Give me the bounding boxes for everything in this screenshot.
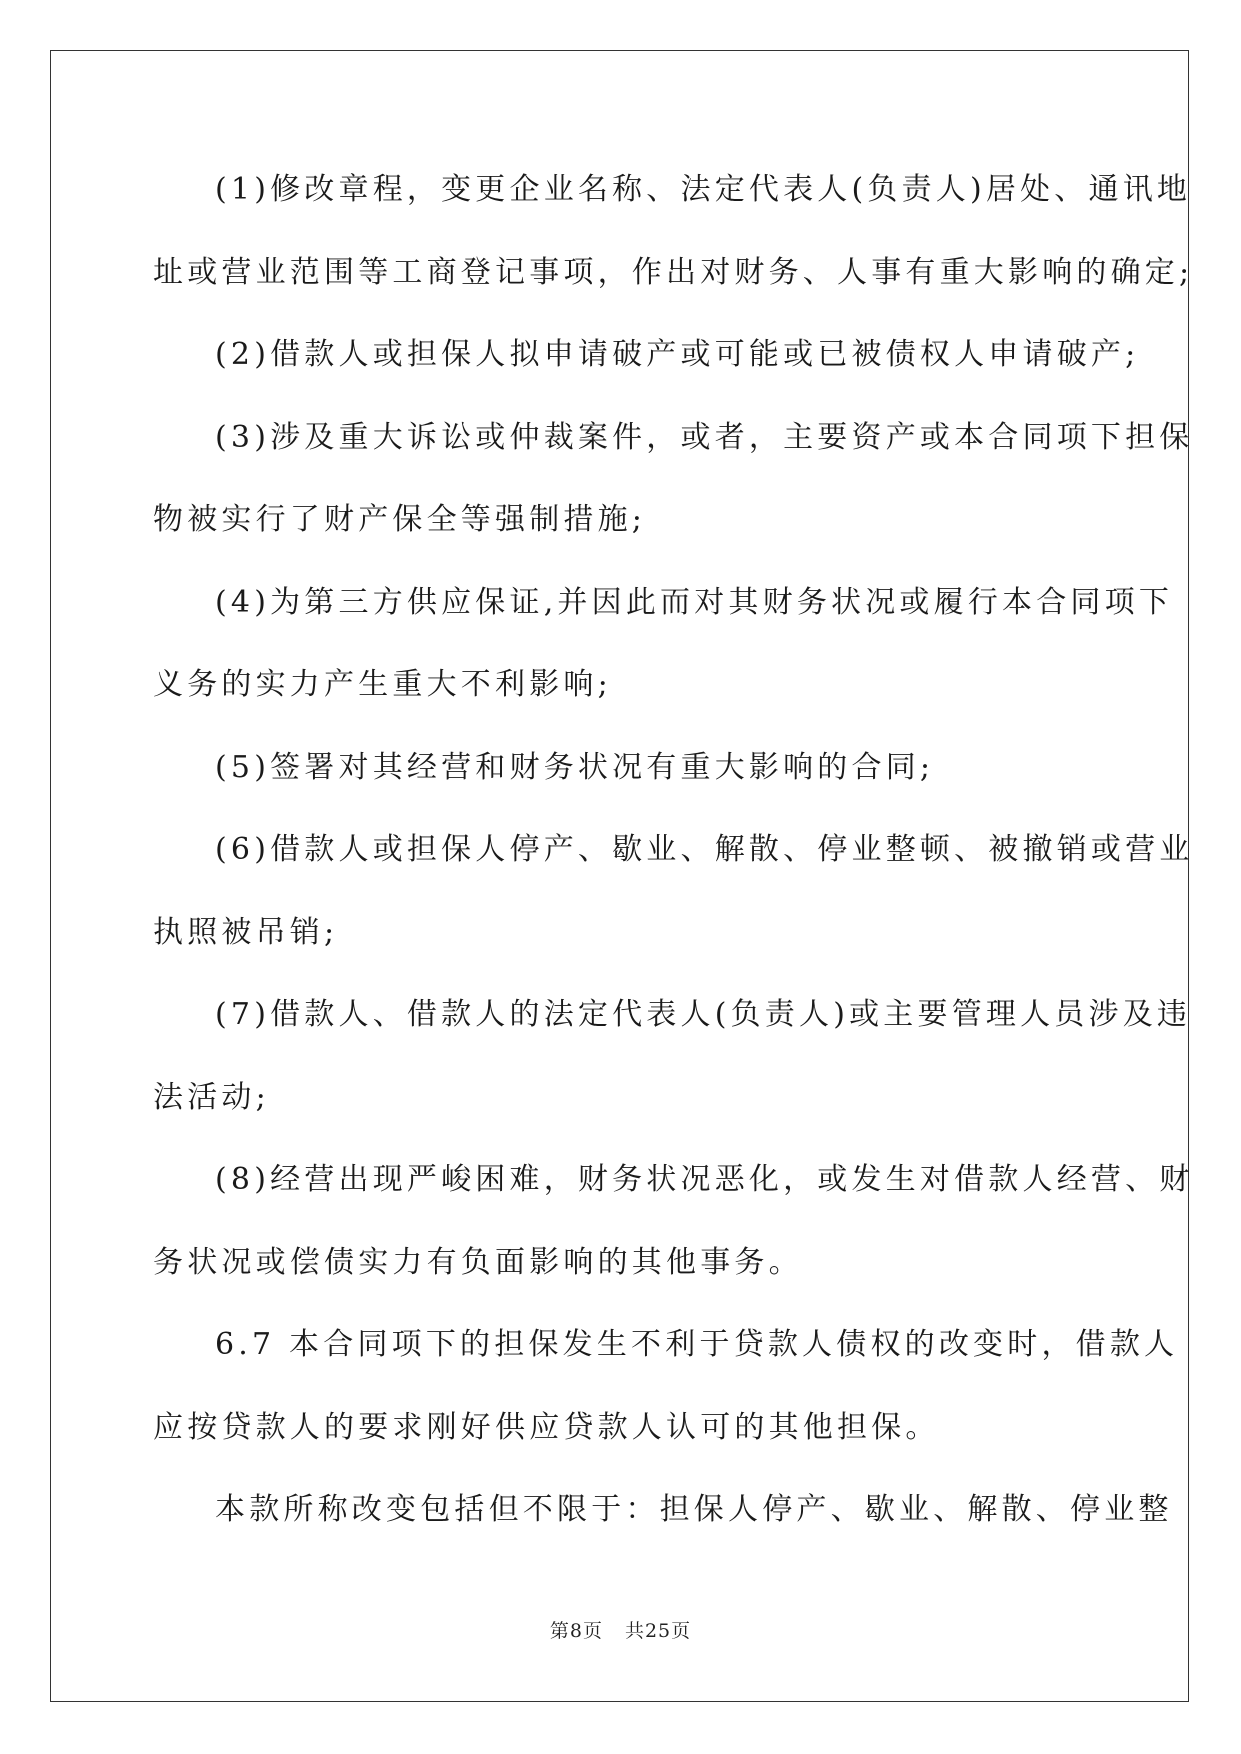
text-line: 应按贷款人的要求刚好供应贷款人认可的其他担保。 [153, 1409, 940, 1445]
text-line: (8)经营出现严峻困难，财务状况恶化，或发生对借款人经营、财 [215, 1162, 1194, 1197]
text-line: (6)借款人或担保人停产、歇业、解散、停业整顿、被撤销或营业 [215, 832, 1194, 867]
text-line: 址或营业范围等工商登记事项，作出对财务、人事有重大影响的确定; [153, 254, 1194, 290]
text-line: 义务的实力产生重大不利影响; [153, 667, 612, 702]
text-line: 本款所称改变包括但不限于：担保人停产、歇业、解散、停业整 [215, 1492, 1173, 1527]
document-body [153, 160, 1194, 1563]
text-line: (5)签署对其经营和财务状况有重大影响的合同; [215, 749, 935, 785]
page-footer [0, 1616, 1241, 1643]
text-line: 执照被吊销; [153, 914, 339, 950]
text-line: 务状况或偿债实力有负面影响的其他事务。 [153, 1244, 803, 1280]
text-line: 6.7 本合同项下的担保发生不利于贷款人债权的改变时，借款人 [215, 1327, 1179, 1362]
page-number: 第8页 [549, 1620, 603, 1642]
text-line: (1)修改章程，变更企业名称、法定代表人(负责人)居处、通讯地 [215, 172, 1192, 207]
text-line: (7)借款人、借款人的法定代表人(负责人)或主要管理人员涉及违 [215, 997, 1192, 1032]
page-total: 共25页 [624, 1620, 692, 1642]
text-line: (3)涉及重大诉讼或仲裁案件，或者，主要资产或本合同项下担保 [215, 419, 1194, 455]
text-line: (2)借款人或担保人拟申请破产或可能或已被债权人申请破产; [215, 337, 1140, 372]
text-line: 法活动; [153, 1079, 270, 1115]
text-line: 物被实行了财产保全等强制措施; [153, 502, 647, 537]
text-line: (4)为第三方供应保证,并因此而对其财务状况或履行本合同项下 [215, 584, 1174, 620]
